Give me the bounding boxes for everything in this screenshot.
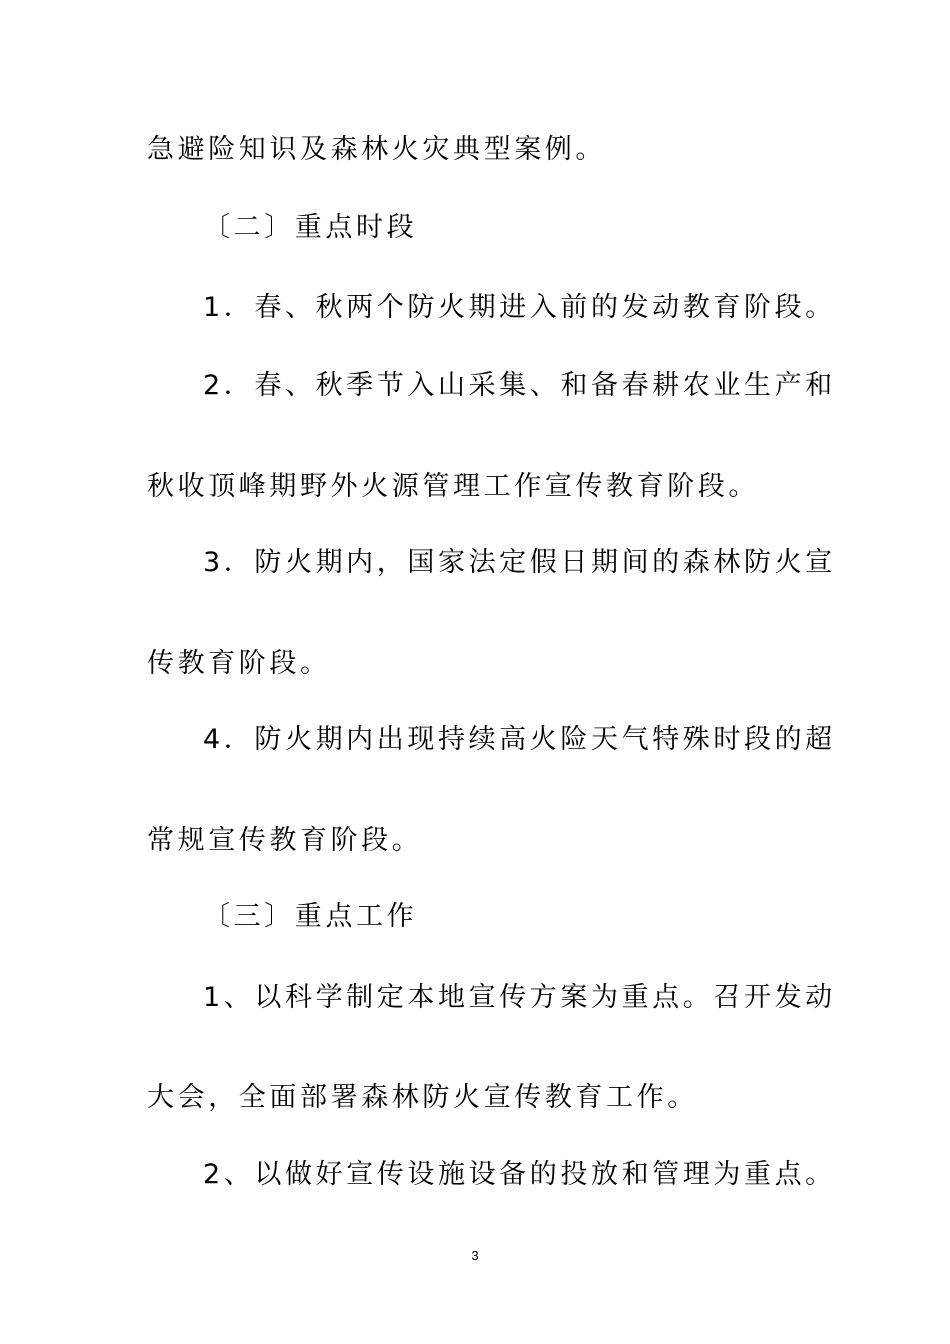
list-item-4-continued: 常规宣传教育阶段。 [147, 825, 423, 856]
list-item-1: 1．春、秋两个防火期进入前的发动教育阶段。 [203, 292, 836, 323]
work-item-2: 2、以做好宣传设施设备的投放和管理为重点。 [203, 1159, 836, 1190]
section-heading-key-periods: 〔二〕重点时段 [203, 212, 418, 243]
work-item-1: 1、以科学制定本地宣传方案为重点。召开发动 [203, 982, 836, 1013]
list-item-2-continued: 秋收顶峰期野外火源管理工作宣传教育阶段。 [147, 471, 759, 502]
list-item-4: 4．防火期内出现持续高火险天气特殊时段的超 [203, 724, 836, 755]
section-heading-key-work: 〔三〕重点工作 [203, 901, 418, 932]
work-item-1-continued: 大会，全面部署森林防火宣传教育工作。 [147, 1082, 698, 1113]
list-item-2: 2．春、秋季节入山采集、和备春耕农业生产和 [203, 370, 836, 401]
page-number: 3 [471, 1248, 479, 1263]
list-item-3: 3．防火期内，国家法定假日期间的森林防火宣 [203, 547, 836, 578]
text-line-1: 急避险知识及森林火灾典型案例。 [147, 134, 606, 165]
list-item-3-continued: 传教育阶段。 [147, 648, 331, 679]
